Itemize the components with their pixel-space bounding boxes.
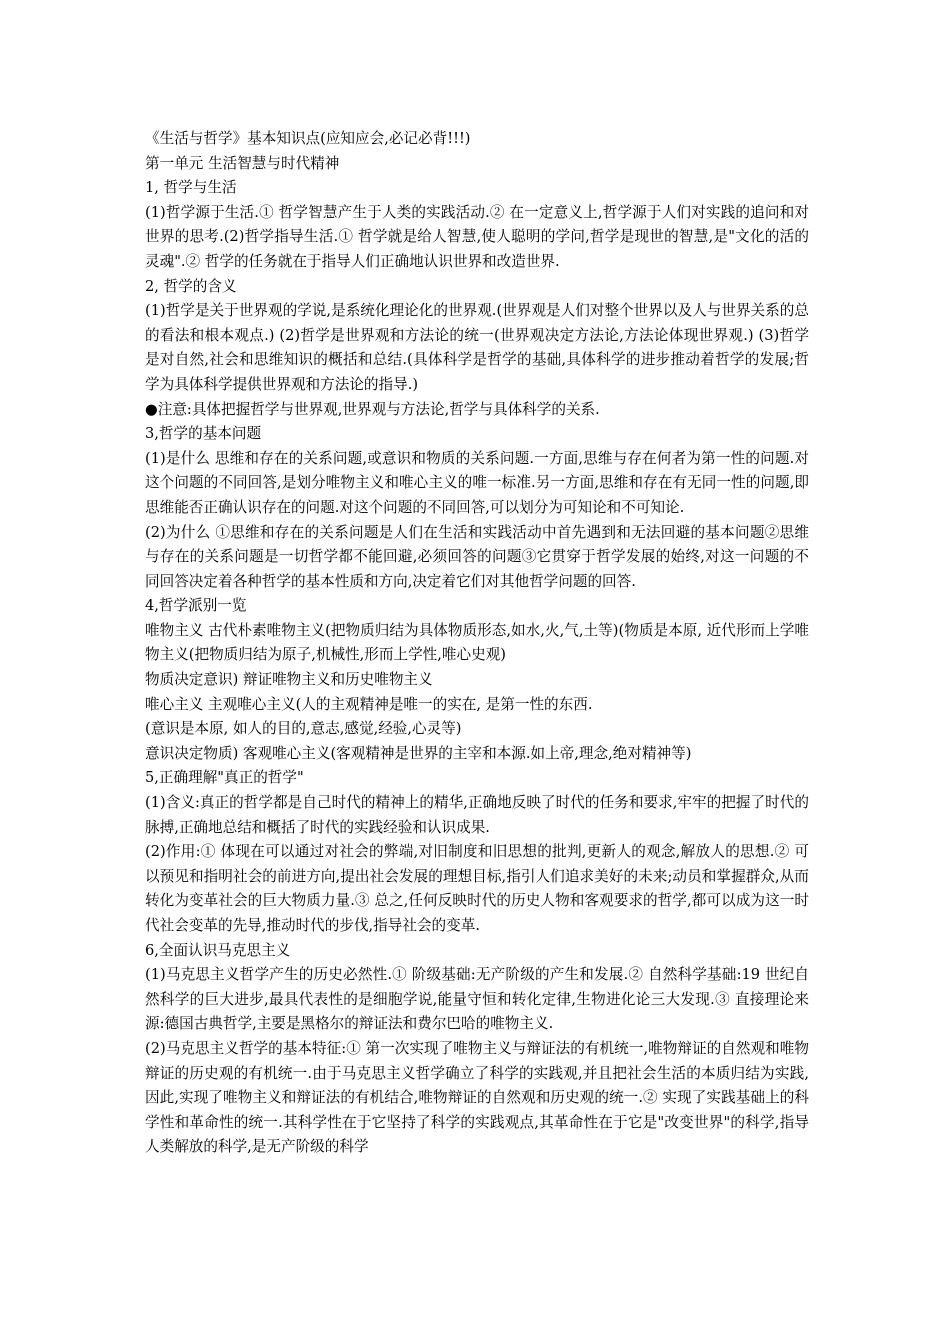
paragraph: (1)含义:真正的哲学都是自己时代的精神上的精华,正确地反映了时代的任务和要求,牢牢的把握了时代的脉搏,正确地总结和概括了时代的实践经验和认识成果. (145, 794, 809, 836)
section-heading: 1, 哲学与生活 (145, 179, 237, 197)
paragraph: (2)马克思主义哲学的基本特征:① 第一次实现了唯物主义与辩证法的有机统一,唯物辩证的自然观和唯物辩证的历史观的有机统一.由于马克思主义哲学确立了科学的实践观,并且把社会生活的本质归结为实践,因此,实现了唯物主义和辩证法的有机结合,唯物辩证的自然观和历史观的统一.② 实现了实践基础上的科学性和革命性的统一.其科学性在于它坚持了科学的实践观点,其革命性在于它是"改变世界"的科学,指导人类解放的科学,是无产阶级的科学 (145, 1039, 809, 1156)
section-heading: 2, 哲学的含义 (145, 277, 237, 295)
paragraph: (意识是本原, 如人的目的,意志,感觉,经验,心灵等) (145, 720, 462, 738)
paragraph: (1)哲学源于生活.① 哲学智慧产生于人类的实践活动.② 在一定意义上,哲学源于人们对实践的追问和对世界的思考.(2)哲学指导生活.① 哲学就是给人智慧,使人聪明的学问,哲学是现世的智慧,是"文化的活的灵魂".② 哲学的任务就在于指导人们正确地认识世界和改造世界. (145, 203, 809, 270)
paragraph: 唯物主义 古代朴素唯物主义(把物质归结为具体物质形态,如水,火,气,土等)(物质是本原, 近代形而上学唯物主义(把物质归结为原子,机械性,形而上学性,唯心史观) (145, 621, 809, 664)
document-title: 《生活与哲学》基本知识点(应知应会,必记必背!!!) (145, 130, 471, 147)
note-paragraph: ●注意:具体把握哲学与世界观,世界观与方法论,哲学与具体科学的关系. (145, 400, 600, 418)
section-heading: 5,正确理解"真正的哲学" (145, 769, 304, 787)
paragraph: (2)为什么 ①思维和存在的关系问题是人们在生活和实践活动中首先遇到和无法回避的基本问题②思维与存在的关系问题是一切哲学都不能回避,必须回答的问题③它贯穿于哲学发展的始终,对这一问题的不同回答决定着各种哲学的基本性质和方向,决定着它们对其他哲学问题的回答. (145, 523, 809, 590)
paragraph: (2)作用:① 体现在可以通过对社会的弊端,对旧制度和旧思想的批判,更新人的观念,解放人的思想.② 可以预见和指明社会的前进方向,提出社会发展的理想目标,指引人们追求美好的未来;动员和掌握群众,从而转化为变革社会的巨大物质力量.③ 总之,任何反映时代的历史人物和客观要求的哲学,都可以成为这一时代社会变革的先导,推动时代的步伐,指导社会的变革. (145, 843, 809, 934)
document-page (145, 127, 809, 1160)
unit-heading: 第一单元 生活智慧与时代精神 (145, 154, 340, 172)
section-heading: 3,哲学的基本问题 (145, 425, 262, 443)
paragraph: 意识决定物质) 客观唯心主义(客观精神是世界的主宰和本源.如上帝,理念,绝对精神等) (145, 744, 692, 762)
section-heading: 4,哲学派别一览 (145, 597, 247, 615)
paragraph: (1)是什么 思维和存在的关系问题,或意识和物质的关系问题.一方面,思维与存在何者为第一性的问题.对这个问题的不同回答,是划分唯物主义和唯心主义的唯一标准.另一方面,思维和存在有无同一性的问题,即思维能否正确认识存在的问题.对这个问题的不同回答,可以划分为可知论和不可知论. (145, 449, 809, 516)
paragraph: (1)马克思主义哲学产生的历史必然性.① 阶级基础:无产阶级的产生和发展.② 自然科学基础:19 世纪自然科学的巨大进步,最具代表性的是细胞学说,能量守恒和转化定律,生物进化论三大发现.③ 直接理论来源:德国古典哲学,主要是黑格尔的辩证法和费尔巴哈的唯物主义. (145, 966, 809, 1033)
section-heading: 6,全面认识马克思主义 (145, 941, 291, 959)
paragraph: 物质决定意识) 辩证唯物主义和历史唯物主义 (145, 671, 433, 689)
paragraph: (1)哲学是关于世界观的学说,是系统化理论化的世界观.(世界观是人们对整个世界以及人与世界关系的总的看法和根本观点.) (2)哲学是世界观和方法论的统一(世界观决定方法论,方法论体现世界观.) (3)哲学是对自然,社会和思维知识的概括和总结.(具体科学是哲学的基础,具体科学的进步推动着哲学的发展;哲学为具体科学提供世界观和方法论的指导.) (145, 302, 809, 393)
paragraph: 唯心主义 主观唯心主义(人的主观精神是唯一的实在, 是第一性的东西. (145, 695, 593, 713)
